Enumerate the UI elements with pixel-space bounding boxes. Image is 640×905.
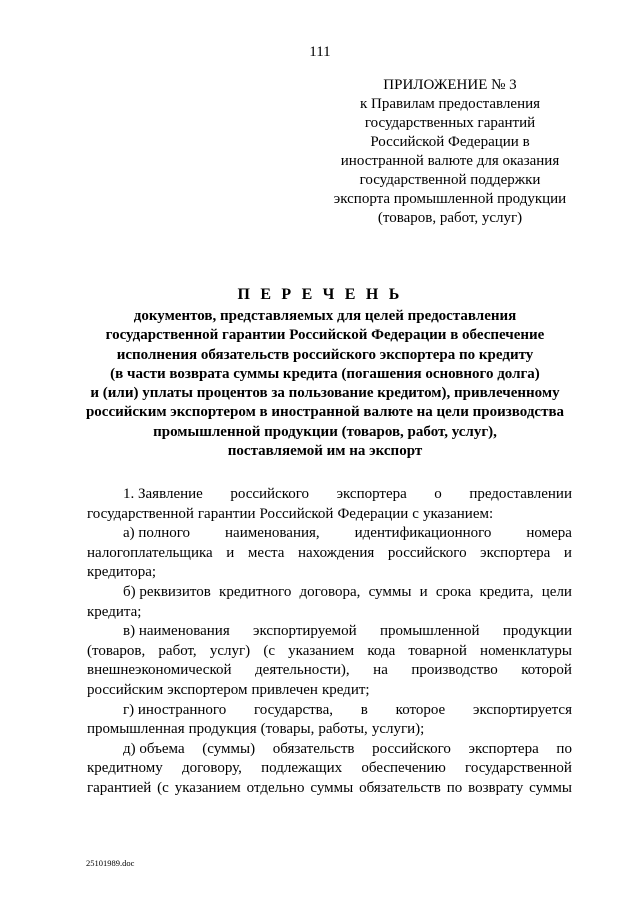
body-word: Федерации	[337, 505, 409, 522]
body-word: б) реквизитов	[123, 583, 211, 600]
body-word: номенклатуры	[480, 642, 572, 659]
body-word: срока	[435, 583, 472, 600]
body-word: экспортируемой	[253, 623, 357, 640]
body-word: отдельно	[246, 779, 305, 796]
body-line	[87, 505, 572, 525]
subtitle-line: документов, представляемых для целей предоставления	[133, 308, 517, 324]
body-word: Российской	[259, 505, 334, 522]
body-word: государственной	[87, 505, 194, 522]
body-line	[87, 681, 572, 701]
body-word: в) наименования	[123, 623, 230, 640]
body-word: договору,	[181, 760, 242, 777]
body-word: промышленной	[380, 623, 480, 640]
appendix-line: Российской Федерации в	[370, 134, 530, 150]
body-word: с	[412, 505, 419, 522]
document-body	[87, 485, 572, 799]
subtitle-line: государственной гарантии Российской Федерации в обеспечение	[105, 327, 545, 344]
appendix-line: (товаров, работ, услуг)	[377, 210, 523, 226]
body-word: подлежащих	[261, 760, 343, 777]
body-line	[87, 759, 572, 779]
body-word: договора,	[299, 583, 361, 600]
body-word: и	[419, 583, 428, 600]
body-line	[87, 544, 572, 564]
document-subtitle	[60, 307, 590, 461]
subtitle-line: промышленной продукции (товаров, работ, услуг),	[153, 423, 497, 440]
appendix-line: экспорта промышленной продукции	[333, 191, 567, 207]
body-word: экспортера	[468, 740, 539, 757]
body-line	[87, 720, 572, 740]
body-word: российским	[87, 681, 164, 698]
body-word: продукции	[502, 623, 572, 640]
document-title: П Е Р Е Ч Е Н Ь	[237, 286, 403, 303]
subtitle-line: российским экспортером в иностранной валюте на цели производства	[85, 404, 565, 421]
body-word: экспортера	[480, 544, 551, 561]
body-word: места	[247, 544, 285, 561]
appendix-header	[300, 76, 600, 228]
body-word: гарантией	[87, 779, 152, 796]
body-word: производство	[411, 662, 498, 679]
body-word: идентификационного	[354, 525, 492, 542]
body-line	[87, 485, 572, 505]
body-word: промышленная	[87, 721, 185, 738]
body-word: обязательств	[272, 740, 355, 757]
body-word: государства,	[254, 701, 333, 718]
body-word: указанием:	[422, 505, 494, 522]
body-word: (товаров,	[87, 642, 146, 659]
body-line	[87, 661, 572, 681]
body-word: услуг)	[209, 642, 251, 659]
body-word: (товары,	[260, 721, 315, 738]
appendix-line: иностранной валюте для оказания	[340, 153, 560, 169]
body-word: о	[434, 486, 442, 502]
body-word: возврату	[468, 779, 524, 796]
body-line	[87, 622, 572, 642]
body-line	[87, 603, 572, 623]
body-line	[87, 583, 572, 603]
appendix-line: к Правилам предоставления	[359, 96, 541, 112]
body-word: указанием	[174, 779, 241, 796]
body-word: д) объема	[123, 740, 185, 757]
body-word: и	[226, 544, 235, 561]
appendix-title: ПРИЛОЖЕНИЕ № 3	[383, 77, 517, 93]
body-word: кредита,	[479, 583, 534, 600]
body-word: (с	[263, 642, 275, 659]
body-word: российского	[230, 486, 310, 502]
body-word: нахождения	[297, 544, 375, 561]
body-word: российского	[372, 740, 451, 757]
body-line	[87, 701, 572, 721]
body-word: кода	[367, 642, 396, 659]
body-word: в	[360, 701, 368, 718]
body-word: суммы	[529, 779, 572, 796]
body-word: кредитному	[87, 760, 163, 777]
appendix-line: государственной поддержки	[359, 172, 541, 188]
body-word: кредитного	[219, 583, 292, 600]
body-word: по	[446, 779, 463, 796]
body-word: внешнеэкономической	[87, 662, 232, 679]
subtitle-line: (в части возврата суммы кредита (погашения основного долга)	[110, 365, 540, 382]
body-word: (с	[157, 779, 169, 796]
body-word: услуги);	[371, 721, 425, 738]
body-word: и	[563, 544, 572, 561]
body-word: обязательств	[359, 779, 441, 796]
body-word: которое	[395, 701, 446, 718]
body-word: гарантии	[197, 505, 256, 522]
body-word: по	[556, 740, 572, 757]
body-word: обеспечению	[361, 760, 446, 777]
subtitle-line: поставляемой им на экспорт	[227, 443, 423, 460]
body-word: кредит;	[321, 681, 370, 698]
body-word: продукция	[188, 721, 257, 738]
body-word: г) иностранного	[123, 701, 227, 718]
body-word: налогоплательщика	[87, 544, 213, 561]
body-word: кредита;	[87, 603, 142, 620]
body-word: цели	[541, 583, 572, 600]
body-line	[87, 524, 572, 544]
body-word: которой	[521, 662, 572, 679]
body-word: номера	[526, 525, 572, 542]
body-line	[87, 740, 572, 760]
body-word: суммы	[310, 779, 354, 796]
body-word: товарной	[408, 642, 467, 659]
appendix-line: государственных гарантий	[364, 115, 536, 131]
body-word: российского	[387, 544, 467, 561]
body-word: наименования,	[225, 525, 320, 542]
body-word: а) полного	[123, 525, 191, 542]
body-word: экспортером	[167, 681, 248, 698]
body-word: экспортируется	[473, 701, 572, 718]
body-word: работы,	[318, 721, 368, 738]
page-number: 111	[309, 44, 331, 60]
subtitle-line: и (или) уплаты процентов за пользование кредитом), привлеченному	[90, 385, 560, 402]
body-line	[87, 642, 572, 662]
file-reference: 25101989.doc	[86, 858, 135, 868]
body-word: предоставлении	[469, 486, 572, 502]
body-word: суммы	[368, 583, 412, 600]
body-word: на	[373, 662, 388, 679]
body-word: привлечен	[251, 681, 318, 698]
body-word: работ,	[158, 642, 197, 659]
body-word: экспортера	[336, 486, 407, 502]
body-word: кредитора;	[87, 564, 157, 581]
body-line	[87, 779, 572, 799]
body-word: государственной	[465, 760, 572, 777]
body-line	[87, 563, 572, 583]
body-word: (суммы)	[202, 740, 256, 757]
subtitle-line: исполнения обязательств российского экспортера по кредиту	[116, 346, 534, 363]
body-word: 1. Заявление	[123, 486, 203, 502]
body-word: деятельности),	[255, 662, 350, 679]
body-word: указанием	[288, 642, 355, 659]
